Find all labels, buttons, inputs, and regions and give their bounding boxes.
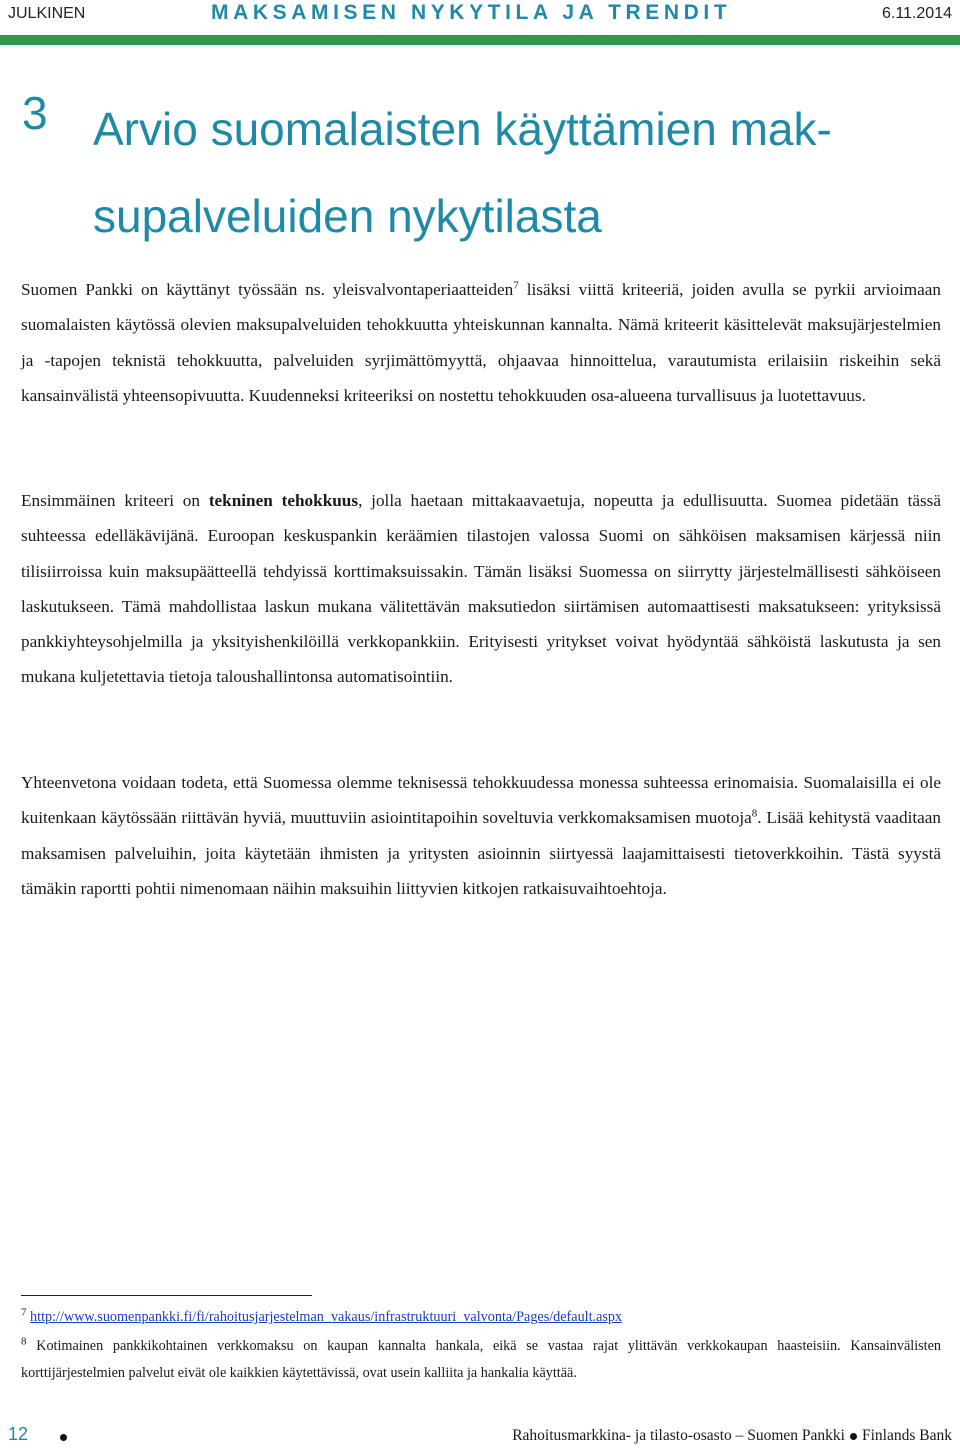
- classification-label: JULKINEN: [8, 5, 86, 22]
- footer-bank-sv: Finlands Bank: [862, 1427, 952, 1444]
- footnote-7: [21, 1304, 941, 1331]
- footnote-8-number: 8: [21, 1335, 27, 1348]
- paragraph-summary: Yhteenvetona voidaan todeta, että Suomessa olemme teknisessä tehokkuudessa monessa suhteessa erinomaisia. Suomalaisilla ei ole kuitenkaan käytössään riittävän hyviä, muuttuviin asiointitapoihin soveltuvia verkkomaksamisen muotoja$^8$. Lisää kehitystä vaaditaan maksamisen palveluihin, joita käytetään ihmisten ja yritysten asioinnin siirtyessä laajamittaisesti tietoverkkoihin. Tästä syystä tämäkin raportti pohtii nimenomaan näihin maksuihin liittyvien kitkojen ratkaisuvaihtoehtoja.: [21, 773, 941, 898]
- report-title: MAKSAMISEN NYKYTILA JA TRENDIT: [211, 1, 732, 24]
- bullet-separator-icon: [60, 1434, 67, 1441]
- header-divider-bar: [0, 35, 960, 45]
- chapter-title-line-2: supalveluiden nykytilasta: [93, 190, 602, 242]
- footer-department: Rahoitusmarkkina- ja tilasto-osasto: [512, 1427, 732, 1444]
- paragraph-criteria-intro: Suomen Pankki on käyttänyt työssään ns. yleisvalvontaperiaatteiden$^7$ lisäksi viittä kriteeriä, joiden avulla se pyrkii arvioimaan suomalaisten käytössä olevien maksupalveluiden tehokkuutta yhteiskunnan kannalta. Nämä kriteerit käsittelevät maksujärjestelmien ja -tapojen teknistä tehokkuutta, palveluiden syrjimättömyyttä, ohjaavaa hinnoittelua, varautumista erilaisiin riskeihin sekä kansainvälistä yhteensopivuutta. Kuudenneksi kriteeriksi on nostettu tehokkuuden osa-alueena turvallisuus ja luotettavuus.: [21, 279, 941, 405]
- footer-publisher: Rahoitusmarkkina- ja tilasto-osasto – Suomen Pankki Finlands Bank: [512, 1427, 952, 1444]
- report-date: 6.11.2014: [882, 5, 952, 22]
- footnote-7-number: 7: [21, 1306, 27, 1319]
- page-header: [0, 0, 960, 34]
- page-number: 12: [8, 1424, 29, 1444]
- bullet-separator-icon: [850, 1433, 857, 1440]
- emphasis-technical-efficiency: tekninen tehokkuus: [208, 491, 359, 510]
- footnote-ref-8[interactable]: 8: [751, 807, 758, 820]
- chapter-title: [93, 86, 943, 260]
- chapter-number: 3: [22, 87, 48, 139]
- chapter-title-line-1: Arvio suomalaisten käyttämien mak-: [93, 103, 832, 155]
- footnote-separator: [21, 1295, 312, 1296]
- footnote-ref-7[interactable]: 7: [513, 279, 519, 292]
- paragraph-technical-efficiency: Ensimmäinen kriteeri on tekninen tehokkuus, jolla haetaan mittakaavaetuja, nopeutta ja edullisuutta. Suomea pidetään tässä suhteessa edelläkävijänä. Euroopan keskuspankin keräämien tilastojen valossa Suomi on sähköisen maksamisen kärjessä niin tilisiirroissa kuin maksupäätteellä tehdyissä korttimaksuissakin. Tämän lisäksi Suomessa on siirrytty järjestelmällisesti sähköiseen laskutukseen. Tämä mahdollistaa laskun mukana välitettävän maksutiedon siirtämisen automaattisesti maksatukseen: yrityksissä pankkiyhteysohjelmilla ja yksityishenkilöillä verkkopankkiin. Erityisesti yritykset voivat hyödyntää sähköistä laskutusta ja sen mukana kuljetettavia tietoja taloushallintonsa automatisointiin.: [21, 491, 942, 687]
- footnote-8: $^8$ Kotimainen pankkikohtainen verkkomaksu on kaupan kannalta hankala, eikä se vastaa rajat ylittävän verkkokaupan haasteisiin. Kansainvälisten korttijärjestelmien palvelut eivät ole kaikkien käytettävissä, ovat usein kalliita ja hankalia käyttää.: [21, 1335, 941, 1381]
- footnote-7-link[interactable]: http://www.suomenpankki.fi/fi/rahoitusjarjestelman_vakaus/infrastruktuuri_valvonta/Pages/default.aspx: [30, 1309, 623, 1325]
- footer-bank-fi: Suomen Pankki: [747, 1427, 845, 1444]
